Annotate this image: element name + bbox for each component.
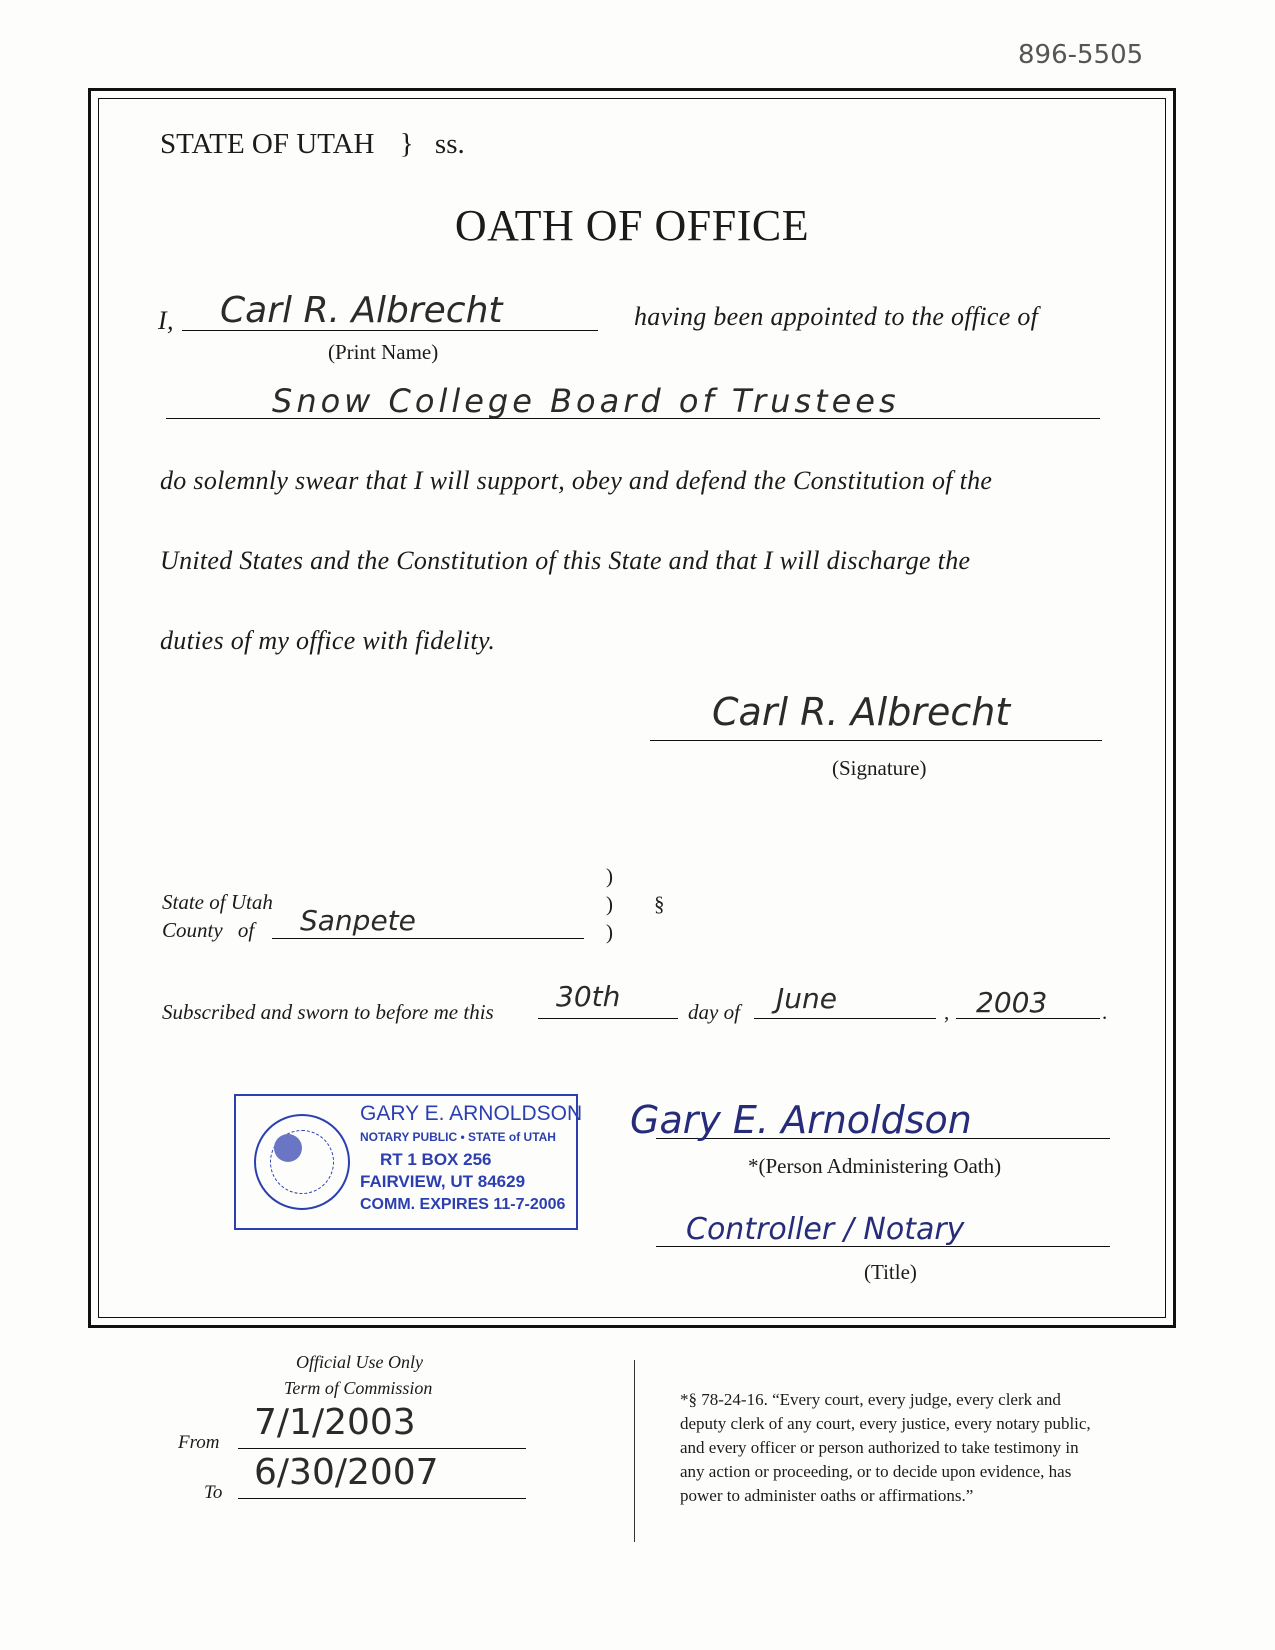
page-title: OATH OF OFFICE xyxy=(454,201,810,250)
stamp-notary-public: NOTARY PUBLIC • STATE of UTAH xyxy=(360,1130,556,1144)
oath-line-2: United States and the Constitution of this State and that I will discharge the xyxy=(160,546,971,575)
print-name-caption: (Print Name) xyxy=(328,340,439,364)
footnote-line-3: and every officer or person authorized to take testimony in xyxy=(680,1438,1079,1457)
stamp-city: FAIRVIEW, UT 84629 xyxy=(360,1172,526,1191)
from-line xyxy=(238,1448,526,1449)
to-value-handwritten: 6/30/2007 xyxy=(254,1452,439,1493)
subscribed-text: Subscribed and sworn to before me this xyxy=(162,1000,494,1024)
section-divider xyxy=(634,1360,635,1542)
county-line xyxy=(272,938,584,939)
state-seal-icon xyxy=(254,1114,350,1210)
corner-phone-note: 896-5505 xyxy=(1018,40,1144,70)
year-handwritten: 2003 xyxy=(976,986,1048,1019)
footnote-line-1: *§ 78-24-16. “Every court, every judge, every clerk and xyxy=(680,1390,1061,1409)
from-value-handwritten: 7/1/2003 xyxy=(254,1402,416,1443)
stamp-expiry: COMM. EXPIRES 11-7-2006 xyxy=(360,1196,566,1213)
date-period: . xyxy=(1102,1000,1108,1024)
county-handwritten: Sanpete xyxy=(300,904,416,937)
signature-caption: (Signature) xyxy=(832,756,927,780)
county-label: County of xyxy=(162,918,255,942)
title-handwritten: Controller / Notary xyxy=(686,1212,965,1247)
state-header xyxy=(160,128,465,161)
day-handwritten: 30th xyxy=(556,980,621,1013)
stamp-address: RT 1 BOX 256 xyxy=(380,1150,492,1169)
paren-2: ) xyxy=(606,892,613,916)
footnote xyxy=(680,1388,1091,1508)
appointed-text: having been appointed to the office of xyxy=(634,302,1039,331)
state-of-utah-label: State of Utah xyxy=(162,890,273,914)
stamp-notary-name: GARY E. ARNOLDSON xyxy=(360,1102,583,1125)
state-label: STATE OF UTAH xyxy=(160,128,375,160)
footnote-line-5: power to administer oaths or affirmations.” xyxy=(680,1486,974,1505)
print-name-handwritten: Carl R. Albrecht xyxy=(220,290,503,331)
from-label: From xyxy=(178,1432,220,1453)
day-of-text: day of xyxy=(688,1000,740,1024)
month-line xyxy=(754,1018,936,1019)
prefix-i: I, xyxy=(158,306,174,335)
to-line xyxy=(238,1498,526,1499)
date-comma: , xyxy=(944,1000,950,1024)
oath-line-3: duties of my office with fidelity. xyxy=(160,626,496,655)
ss-label: ss. xyxy=(434,128,465,160)
administering-signature-handwritten: Gary E. Arnoldson xyxy=(630,1098,972,1142)
official-use-heading: Official Use Only xyxy=(296,1352,423,1372)
paren-3: ) xyxy=(606,920,613,944)
office-handwritten: Snow College Board of Trustees xyxy=(272,382,900,420)
term-of-commission-heading: Term of Commission xyxy=(284,1378,433,1398)
signature-handwritten: Carl R. Albrecht xyxy=(712,690,1011,734)
to-label: To xyxy=(204,1482,223,1503)
oath-line-1: do solemnly swear that I will support, obey and defend the Constitution of the xyxy=(160,466,993,495)
paren-1: ) xyxy=(606,864,613,888)
footnote-line-4: any action or proceeding, or to decide upon evidence, has xyxy=(680,1462,1072,1481)
footnote-line-2: deputy clerk of any court, every justice, every notary public, xyxy=(680,1414,1091,1433)
administering-caption: *(Person Administering Oath) xyxy=(748,1154,1002,1178)
day-line xyxy=(538,1018,678,1019)
month-handwritten: June xyxy=(776,982,837,1015)
brace: } xyxy=(399,128,414,160)
title-caption: (Title) xyxy=(864,1260,917,1284)
notary-stamp xyxy=(234,1094,583,1230)
seal-emblem xyxy=(274,1134,302,1162)
signature-line xyxy=(650,740,1102,741)
section-symbol: § xyxy=(654,892,665,916)
